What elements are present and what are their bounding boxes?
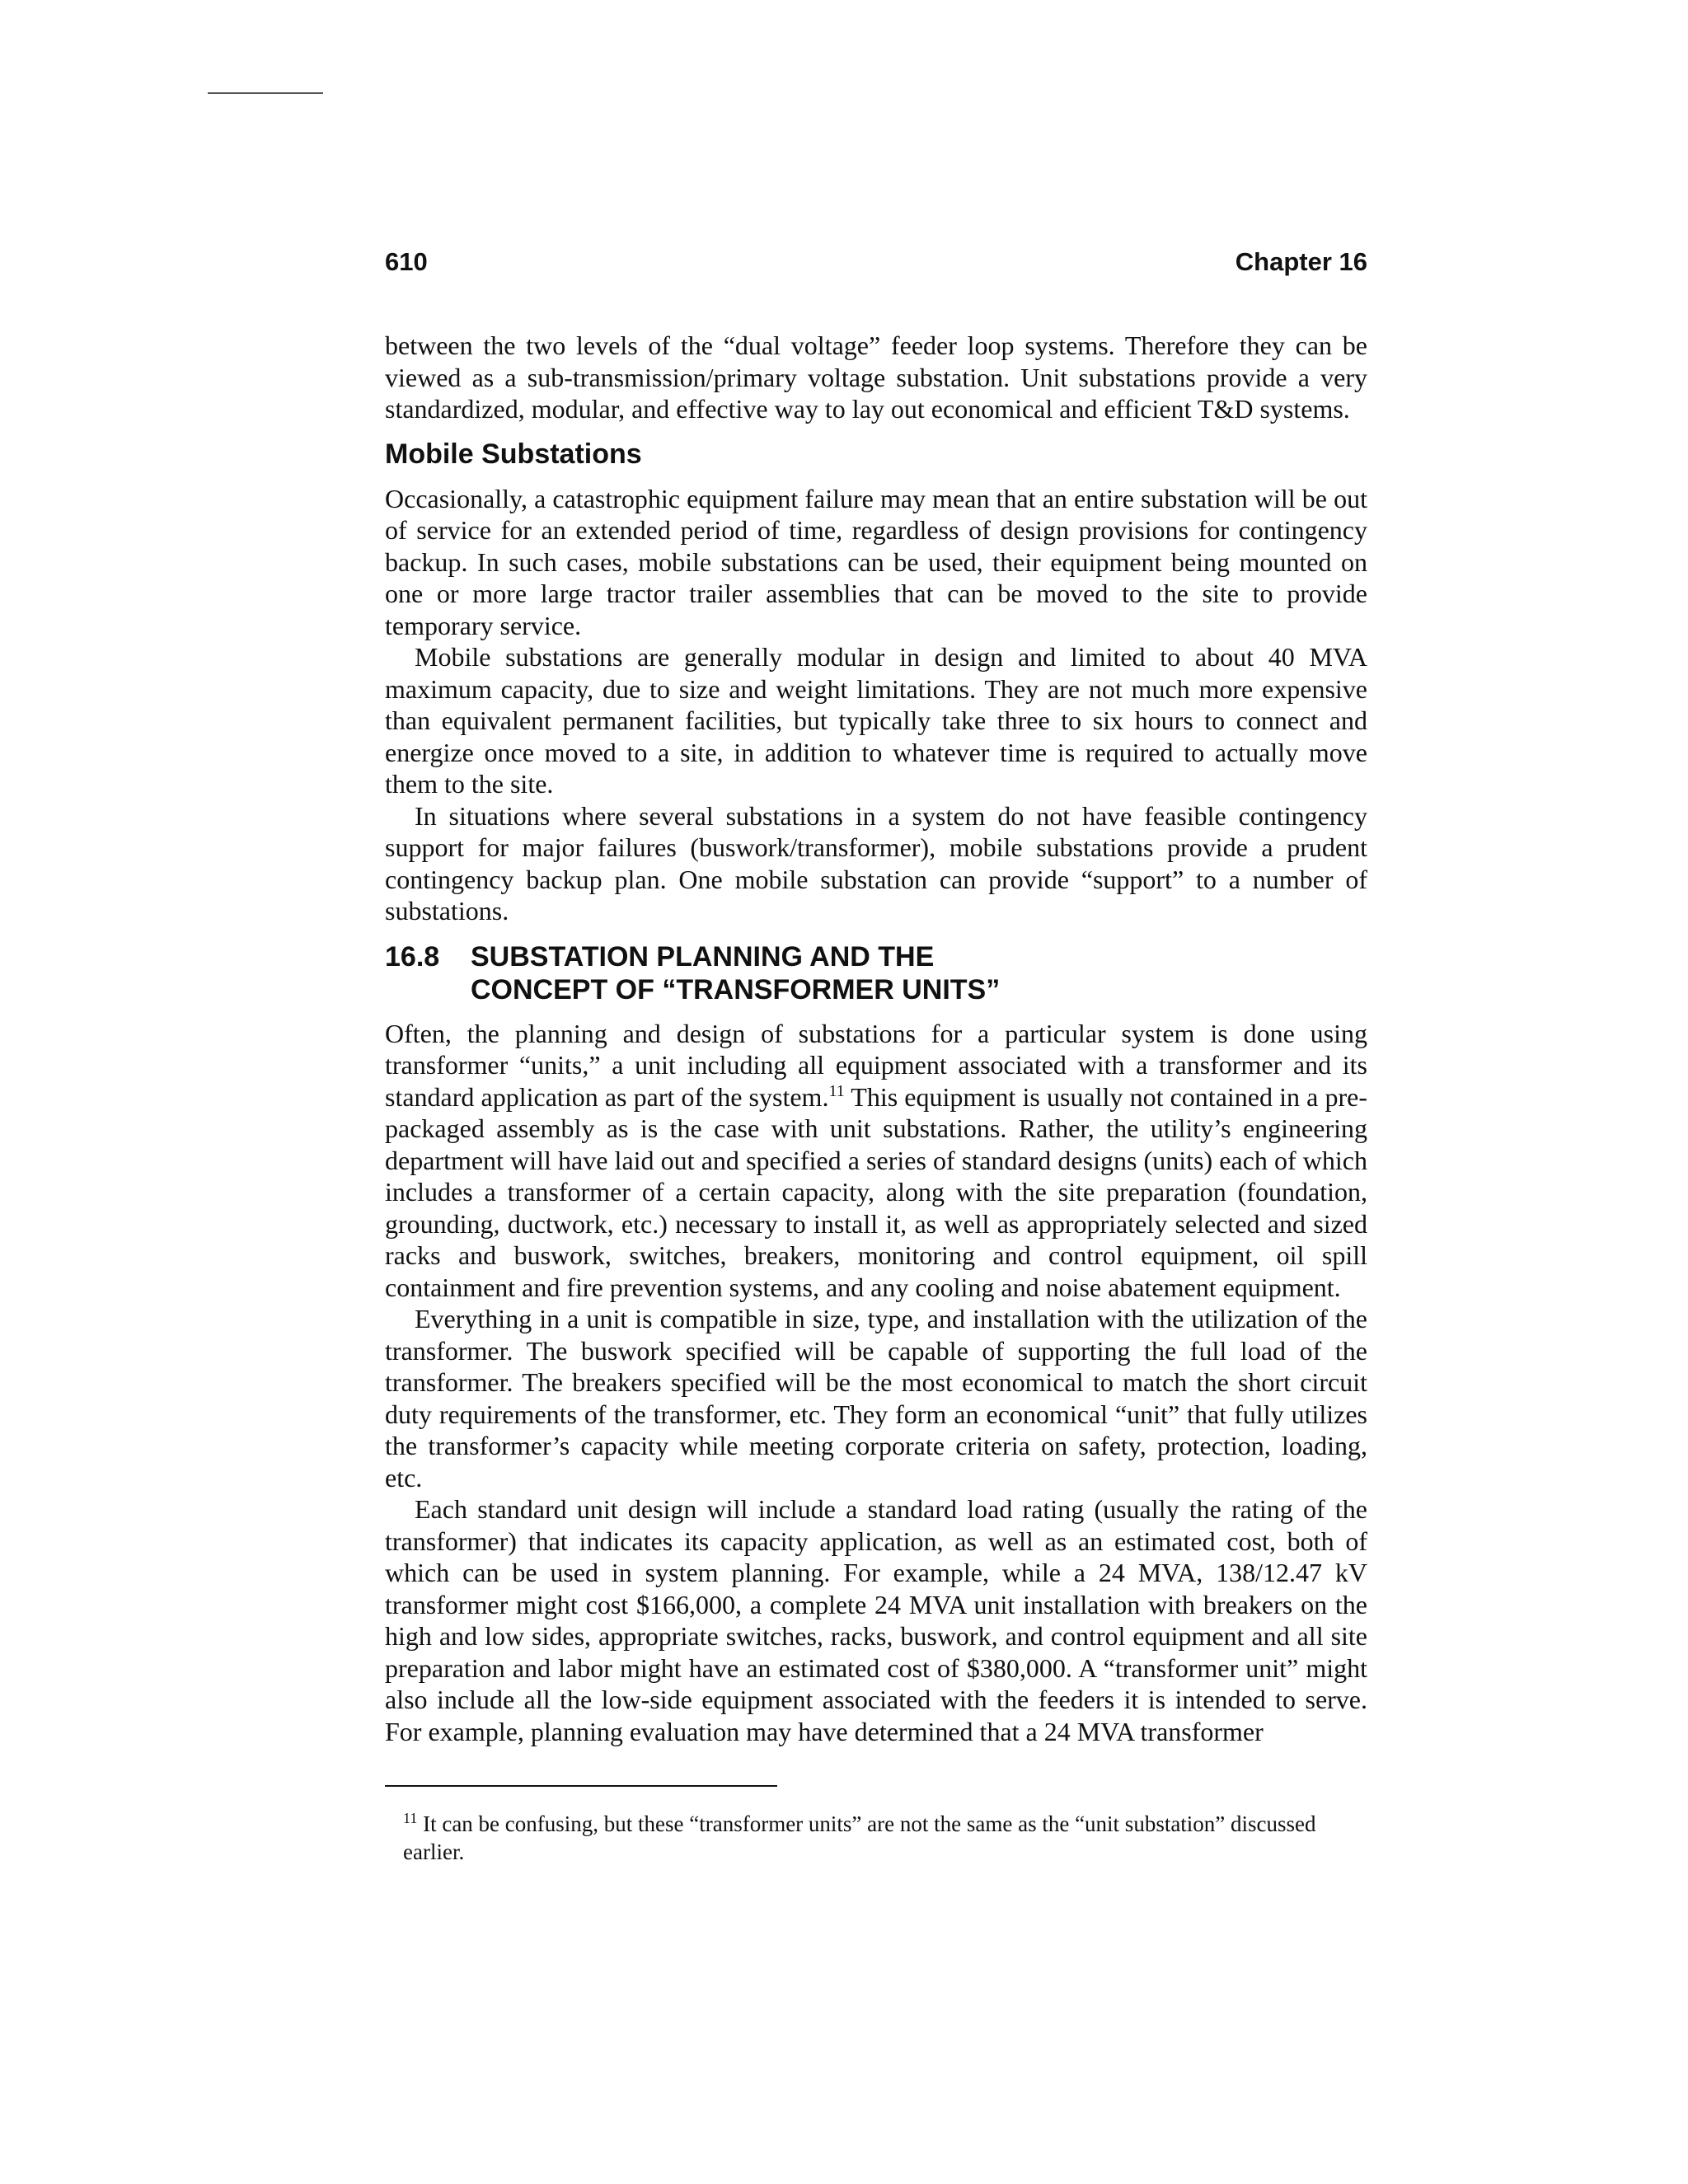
footnote-text: It can be confusing, but these “transformer units” are not the same as the “unit substation” discussed earlier. (403, 1811, 1316, 1864)
chapter-label: Chapter 16 (1235, 247, 1367, 276)
footnote (385, 1810, 1367, 1866)
paragraph-contingency-support: In situations where several substations in a system do not have feasible contingency support for major failures (buswork/transformer), mobile substations provide a prudent contingency backup plan. One mobile substation can provide “support” to a number of substations. (385, 800, 1367, 926)
paragraph-text-before-note: Often, the planning and design of substations for a particular system is done using transformer “units,” a unit including all equipment associated with a transformer and its standard application as part of the system. (385, 1018, 1367, 1112)
running-header (385, 247, 1367, 277)
paragraph-text-after-note: This equipment is usually not contained in a pre-packaged assembly as is the case with unit substations. Rather, the utility’s engineering department will have laid out and specified a series of standard designs (units) each of which includes a transformer of a certain capacity, along with the site preparation (foundation, grounding, ductwork, etc.) necessary to install it, as well as appropriately selected and sized racks and buswork, switches, breakers, monitoring and control equipment, oil spill containment and fire prevention systems, and any cooling and noise abatement equipment. (385, 1081, 1368, 1302)
page-body (385, 330, 1367, 1747)
paragraph-transformer-units (385, 1018, 1367, 1304)
section-number: 16.8 (385, 940, 440, 972)
paragraph-unit-compatibility: Everything in a unit is compatible in size, type, and installation with the utilization of the transformer. The buswork specified will be capable of supporting the full load of the transformer. The breakers specified will be the most economical to match the short circuit duty requirements of the transformer, etc. They form an economical “unit” that fully utilizes the transformer’s capacity while meeting corporate criteria on safety, protection, loading, etc. (385, 1304, 1367, 1493)
paragraph-dual-voltage: between the two levels of the “dual voltage” feeder loop systems. Therefore they can be viewed as a sub-transmission/primary voltage substation. Unit substations provide a very standardized, modular, and effective way to lay out economical and efficient T&D systems. (385, 330, 1367, 424)
footnote-body (385, 1810, 1367, 1866)
footnote-mark: 11 (403, 1810, 418, 1826)
scan-corner-rule (208, 92, 323, 94)
paragraph-mobile-capacity: Mobile substations are generally modular in design and limited to about 40 MVA maximum capacity, due to size and weight limitations. They are not much more expensive than equivalent permanent facilities, but typically take three to six hours to connect and energize once moved to a site, in addition to whatever time is required to actually move them to the site. (385, 642, 1367, 799)
page-number: 610 (385, 247, 428, 276)
paragraph-standard-unit-design: Each standard unit design will include a standard load rating (usually the rating of the transformer) that indicates its capacity application, as well as an estimated cost, both of which can be used in system planning. For example, while a 24 MVA, 138/12.47 kV transformer might cost $166,000, a complete 24 MVA unit installation with breakers on the high and low sides, appropriate switches, racks, buswork, and control equipment and all site preparation and labor might have an estimated cost of $380,000. A “transformer unit” might also include all the low-side equipment associated with the feeders it is intended to serve. For example, planning evaluation may have determined that a 24 MVA transformer (385, 1494, 1367, 1746)
paragraph-catastrophic-failure: Occasionally, a catastrophic equipment failure may mean that an entire substation will be out of service for an extended period of time, regardless of design provisions for contingency backup. In such cases, mobile substations can be used, their equipment being mounted on one or more large tractor trailer assemblies that can be moved to the site to provide temporary service. (385, 483, 1367, 640)
footnote-divider (385, 1785, 777, 1787)
section-title-line1: SUBSTATION PLANNING AND THE (471, 940, 935, 972)
section-heading-16-8 (385, 940, 1367, 1006)
footnote-reference[interactable]: 11 (828, 1081, 845, 1100)
section-title-line2: CONCEPT OF “TRANSFORMER UNITS” (471, 973, 1001, 1005)
heading-mobile-substations: Mobile Substations (385, 438, 642, 470)
